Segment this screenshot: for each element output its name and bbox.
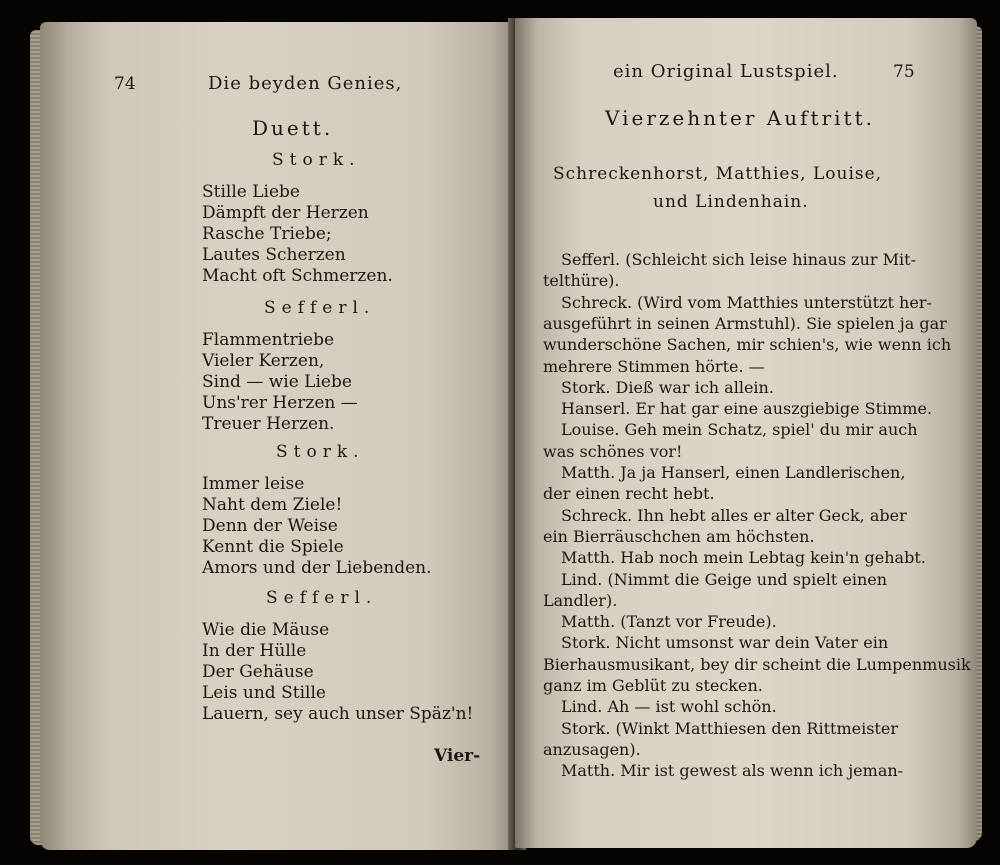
dialogue-line: Stork. Nicht umsonst war dein Vater ein — [561, 633, 889, 653]
dialogue-line: Lind. Ah — ist wohl schön. — [561, 697, 777, 717]
verse-line: Kennt die Spiele — [202, 537, 344, 557]
dialogue-line: Schreck. Ihn hebt alles er alter Geck, aber — [561, 505, 907, 525]
verse-line: Vieler Kerzen, — [202, 351, 325, 371]
speaker-name: Sefferl. — [266, 588, 378, 608]
running-head: ein Original Lustspiel. — [613, 61, 839, 82]
verse-line: Treuer Herzen. — [202, 414, 335, 434]
verse-line: Immer leise — [202, 474, 305, 494]
dialogue-line: Landler). — [543, 590, 618, 610]
dialogue-line: mehrere Stimmen hörte. — — [543, 356, 765, 376]
characters-line: und Lindenhain. — [653, 192, 809, 212]
page-number: 74 — [114, 74, 136, 94]
left-page — [40, 22, 518, 850]
dialogue-line: Bierhausmusikant, bey dir scheint die Lumpenmusik — [543, 654, 971, 674]
dialogue-line: was schönes vor! — [543, 441, 683, 461]
dialogue-line: Lind. (Nimmt die Geige und spielt einen — [561, 569, 888, 589]
dialogue-line: anzusagen). — [543, 739, 641, 759]
verse-line: Leis und Stille — [202, 683, 326, 703]
dialogue-line: Sefferl. (Schleicht sich leise hinaus zur Mit- — [561, 250, 916, 269]
dialogue-line: Stork. Dieß war ich allein. — [561, 377, 774, 397]
section-title: Duett. — [252, 116, 334, 140]
dialogue-line: Matth. Hab noch mein Lebtag kein'n gehabt. — [561, 548, 926, 568]
right-page — [515, 18, 977, 848]
verse-line: Lautes Scherzen — [202, 245, 346, 265]
verse-line: Amors und der Liebenden. — [202, 558, 432, 578]
verse-line: Dämpft der Herzen — [202, 203, 369, 223]
dialogue-line: ein Bierräuschchen am höchsten. — [543, 526, 815, 546]
verse-line: Flammentriebe — [202, 330, 335, 350]
catchword: Vier- — [434, 746, 481, 766]
verse-line: Macht oft Schmerzen. — [202, 266, 393, 286]
verse-line: Stille Liebe — [202, 182, 300, 202]
dialogue-line: Schreck. (Wird vom Matthies unterstützt her- — [561, 292, 932, 312]
dialogue-line: Matth. Mir ist gewest als wenn ich jeman- — [561, 761, 904, 781]
verse-line: Wie die Mäuse — [202, 620, 330, 640]
verse-line: Sind — wie Liebe — [202, 372, 352, 392]
running-head: Die beyden Genies, — [208, 73, 403, 94]
dialogue-line: telthüre). — [543, 271, 620, 291]
dialogue-line: ganz im Geblüt zu stecken. — [543, 676, 763, 695]
dialogue-line: Stork. (Winkt Matthiesen den Rittmeister — [561, 718, 898, 738]
dialogue-line: Matth. (Tanzt vor Freude). — [561, 612, 777, 632]
dialogue-line: Hanserl. Er hat gar eine auszgiebige Stimme. — [561, 399, 933, 419]
verse-line: Rasche Triebe; — [202, 224, 332, 244]
verse-line: In der Hülle — [202, 641, 307, 661]
dialogue-line: wunderschöne Sachen, mir schien's, wie wenn ich — [543, 335, 952, 355]
speaker-name: Stork. — [276, 442, 365, 462]
verse-line: Denn der Weise — [202, 516, 338, 536]
verse-line: Naht dem Ziele! — [202, 495, 343, 515]
dialogue-line: Louise. Geh mein Schatz, spiel' du mir auch — [561, 420, 918, 440]
page-number: 75 — [893, 62, 915, 82]
dialogue-line: Matth. Ja ja Hanserl, einen Landlerischen, — [561, 463, 906, 482]
verse-line: Lauern, sey auch unser Späz'n! — [202, 704, 474, 724]
verse-line: Der Gehäuse — [202, 662, 314, 682]
dialogue-line: der einen recht hebt. — [543, 484, 715, 504]
speaker-name: Sefferl. — [264, 298, 376, 318]
dialogue-line: ausgeführt in seinen Armstuhl). Sie spielen ja gar — [543, 313, 947, 333]
speaker-name: Stork. — [272, 150, 361, 170]
verse-line: Uns'rer Herzen — — [202, 393, 358, 413]
scene-title: Vierzehnter Auftritt. — [605, 106, 875, 130]
characters-line: Schreckenhorst, Matthies, Louise, — [553, 164, 883, 184]
